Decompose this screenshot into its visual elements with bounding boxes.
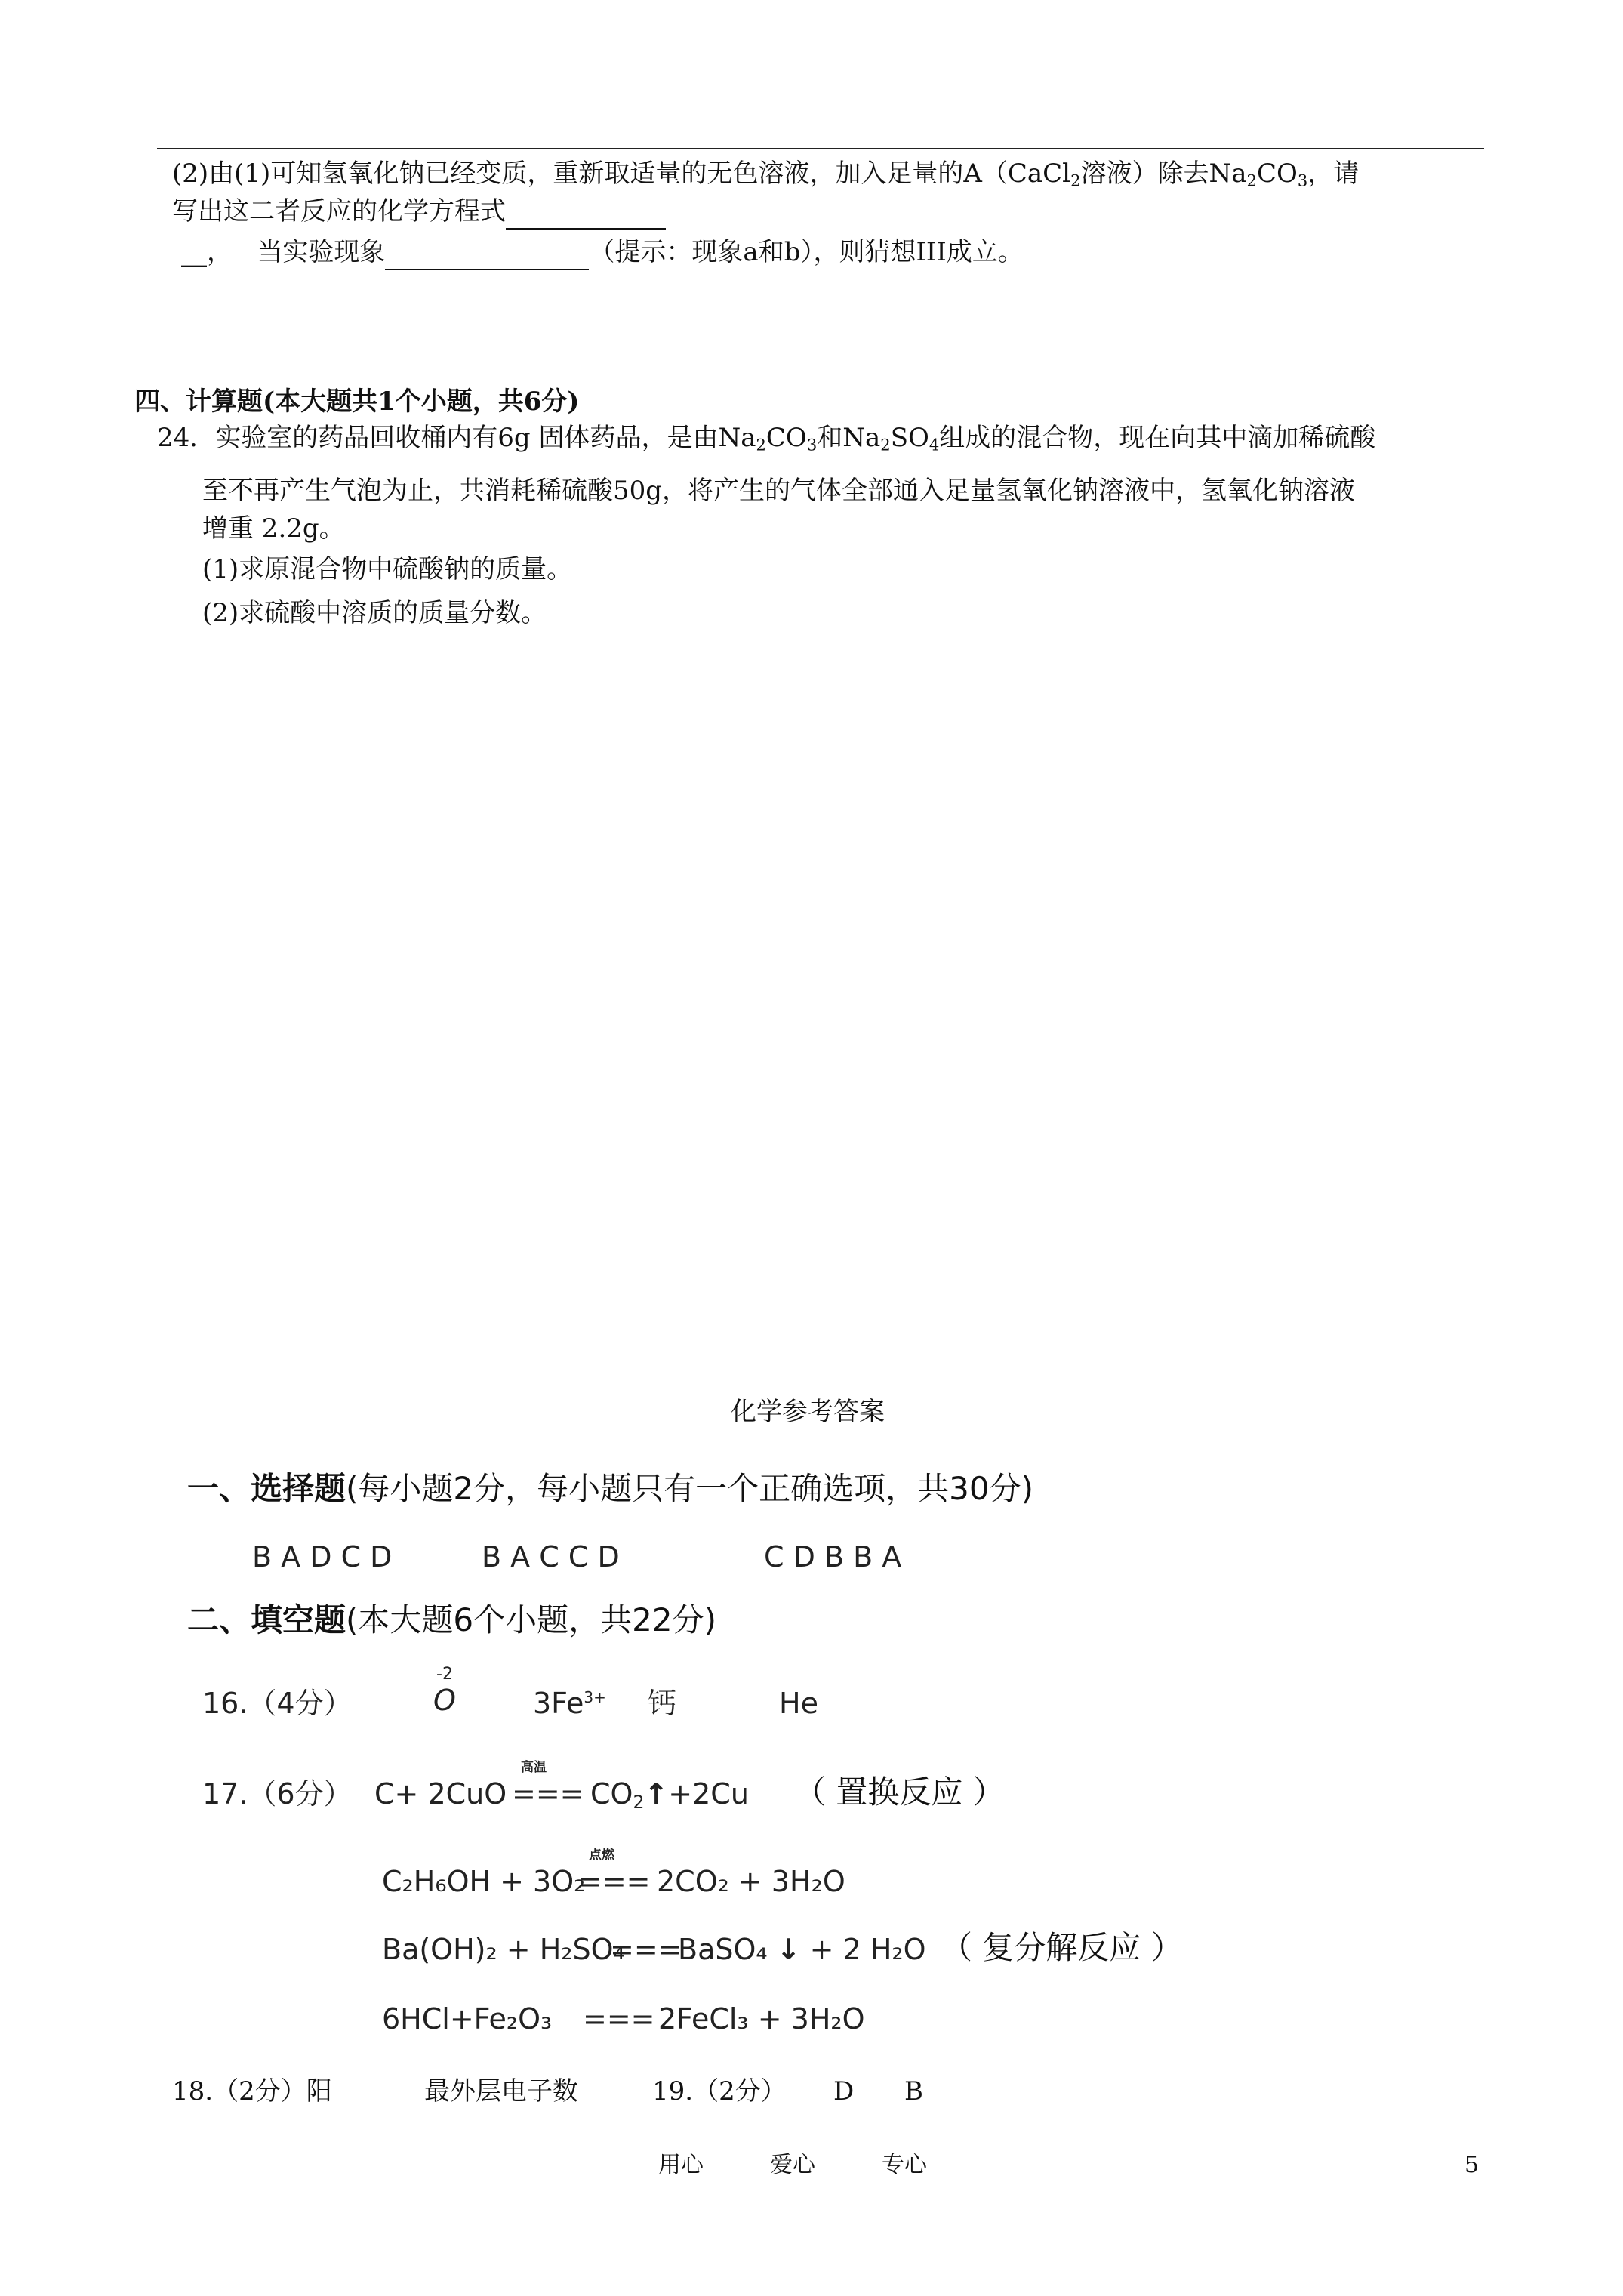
- q17-eq2-right: 2CO₂ + 3H₂O: [657, 1865, 845, 1898]
- q17-label: 17.（6分）: [202, 1777, 353, 1811]
- q17-eq3-type: （ 复分解反应 ）: [941, 1929, 1183, 1966]
- q16-calcium: 钙: [648, 1687, 677, 1720]
- answers-sec1-heading: 一、选择题(每小题2分，每小题只有一个正确选项，共30分): [187, 1470, 1033, 1507]
- q17-eq3-right: BaSO₄ ↓ + 2 H₂O: [678, 1933, 926, 1966]
- header-rule: [157, 148, 1484, 149]
- q17-eq4-sign: ===: [583, 2002, 655, 2036]
- q17-eq3-sign: ===: [610, 1933, 682, 1966]
- q24-line2: 至不再产生气泡为止，共消耗稀硫酸50g，将产生的气体全部通入足量氢氧化钠溶液中，氢氧化钠溶液: [202, 476, 1356, 506]
- q17-eq1-right: $CO_2↑+2Cu$: [590, 1777, 749, 1813]
- q18-answer: 最外层电子数: [424, 2076, 578, 2106]
- q18-label: 18.（2分）阳: [172, 2076, 332, 2106]
- footer-left: 用心: [658, 2152, 704, 2178]
- q17-eq2-left: C₂H₆OH + 3O₂: [382, 1865, 586, 1898]
- answers-sec2-heading: 二、填空题(本大题6个小题，共22分): [187, 1601, 716, 1638]
- q24-line3: 增重 2.2g。: [202, 513, 345, 544]
- q16-helium: He: [779, 1687, 818, 1720]
- q-part2-line1: (2)由(1)可知氢氧化钠已经变质，重新取适量的无色溶液，加入足量的A（CaCl$_2$溶液）除去$Na_2CO_3$，请: [172, 159, 1360, 190]
- q16-oxygen-charge: -2: [436, 1665, 453, 1684]
- q16-label: 16.（4分）: [202, 1687, 353, 1720]
- q17-eq1-type: （ 置换反应 ）: [794, 1774, 1005, 1811]
- footer-mid: 爱心: [770, 2152, 815, 2178]
- answers-title: 化学参考答案: [731, 1397, 885, 1427]
- q17-eq3-left: Ba(OH)₂ + H₂SO₄: [382, 1933, 625, 1966]
- q-part2-line3: __， 当实验现象 （提示：现象a和b），则猜想III成立。: [181, 234, 1024, 270]
- q19-answer-1: D: [833, 2076, 855, 2106]
- section4-heading: 四、计算题(本大题共1个小题，共6分): [134, 387, 580, 417]
- answer-blank-equation[interactable]: [506, 201, 666, 230]
- q16-iron-ion: $3Fe^{3+}$: [533, 1687, 606, 1720]
- q24-sub-question-1: (1)求原混合物中硫酸钠的质量。: [202, 554, 573, 584]
- q17-eq4-right: 2FeCl₃ + 3H₂O: [658, 2002, 865, 2036]
- q17-eq2-sign: 点燃 ===: [578, 1848, 651, 1898]
- q16-oxygen: -2 O: [433, 1681, 456, 1720]
- answer-blank-phenomenon[interactable]: [385, 242, 589, 270]
- q17-eq1-sign: 高温 ===: [512, 1760, 584, 1811]
- q19-label: 19.（2分）: [652, 2076, 787, 2106]
- q24-sub-question-2: (2)求硫酸中溶质的质量分数。: [202, 598, 547, 628]
- footer-right: 专心: [882, 2152, 927, 2178]
- page-number: 5: [1464, 2152, 1480, 2178]
- answers-sec1-group1: B A D C D: [252, 1540, 393, 1573]
- q17-eq2-condition: 点燃: [589, 1848, 614, 1863]
- q19-answer-2: B: [904, 2076, 923, 2106]
- q17-eq1-left: C+ 2CuO: [374, 1777, 507, 1811]
- answers-sec1-group2: B A C C D: [482, 1540, 620, 1573]
- answers-sec1-group3: C D B B A: [764, 1540, 902, 1573]
- q17-eq1-condition: 高温: [521, 1760, 547, 1775]
- q24-line1: 24．实验室的药品回收桶内有6g 固体药品，是由$Na_2CO_3$和$Na_2SO_4$组成的混合物，现在向其中滴加稀硫酸: [157, 423, 1376, 455]
- q17-eq4-left: 6HCl+Fe₂O₃: [382, 2002, 553, 2036]
- q-part2-line2: 写出这二者反应的化学方程式: [172, 193, 666, 230]
